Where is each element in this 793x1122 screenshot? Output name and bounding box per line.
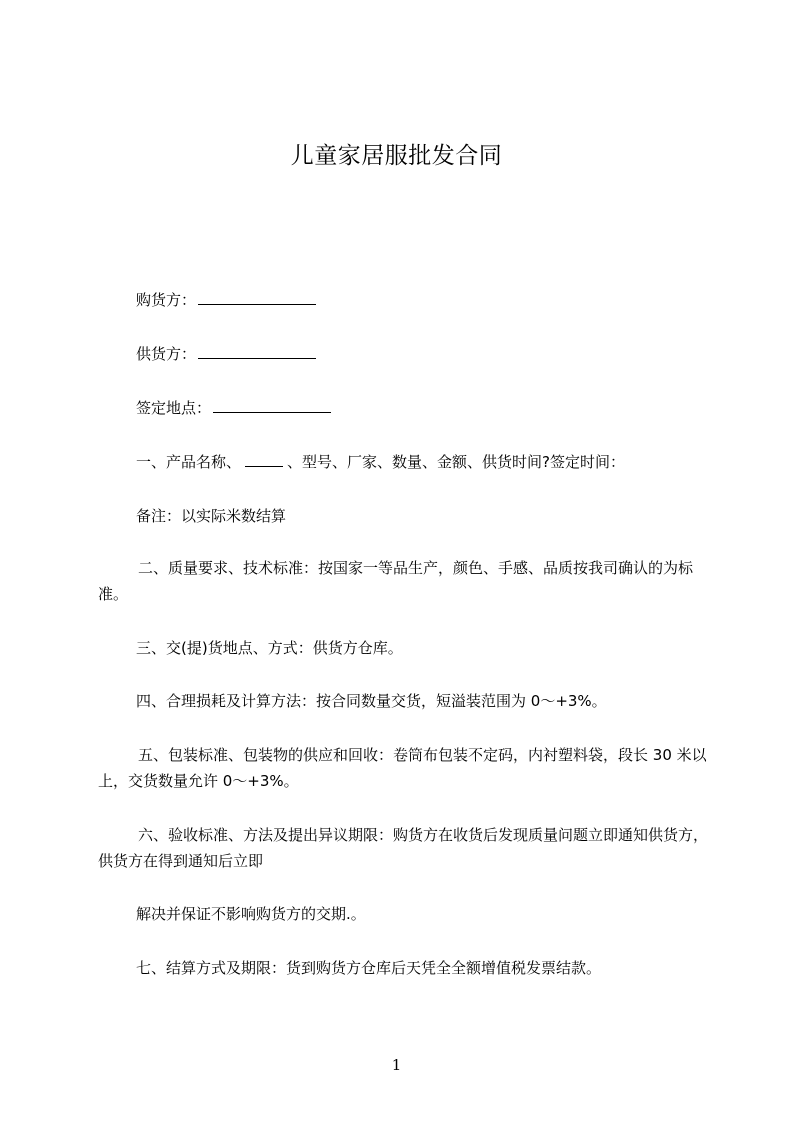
clause-2: 二、质量要求、技术标准：按国家一等品生产，颜色、手感、品质按我司确认的为标准。 <box>98 559 694 603</box>
clause-3: 三、交(提)货地点、方式：供货方仓库。 <box>136 639 403 657</box>
supplier-blank <box>198 344 316 359</box>
place-blank <box>213 398 331 413</box>
note-line: 备注：以实际米数结算 <box>136 507 287 525</box>
place-line <box>98 395 708 421</box>
buyer-label: 购货方： <box>136 291 197 309</box>
supplier-line <box>98 341 708 367</box>
buyer-blank <box>198 290 316 305</box>
clause-7: 七、结算方式及期限：货到购货方仓库后天凭全全额增值税发票结款。 <box>136 959 602 977</box>
clause-4: 四、合理损耗及计算方法：按合同数量交货，短溢装范围为 0～+3%。 <box>136 692 607 710</box>
supplier-label: 供货方： <box>136 345 197 363</box>
page-number: 1 <box>391 1056 402 1074</box>
buyer-line <box>98 287 708 313</box>
clause-6-continuation: 解决并保证不影响购货方的交期.。 <box>136 905 366 923</box>
document-title: 儿童家居服批发合同 <box>290 143 503 169</box>
clause-1 <box>98 449 708 475</box>
clause-1-prefix: 一、产品名称、 <box>136 453 242 471</box>
clause-6: 六、验收标准、方法及提出异议期限：购货方在收货后发现质量问题立即通知供货方，供货方在得到通知后立即 <box>98 826 709 870</box>
clause-5: 五、包装标准、包装物的供应和回收：卷筒布包装不定码，内衬塑料袋，段长 30 米以上，交货数量允许 0～+3%。 <box>98 746 707 790</box>
clause-1-suffix: 、型号、厂家、数量、金额、供货时间?签定时间： <box>287 453 625 471</box>
place-label: 签定地点： <box>136 399 212 417</box>
product-name-blank <box>245 452 283 467</box>
